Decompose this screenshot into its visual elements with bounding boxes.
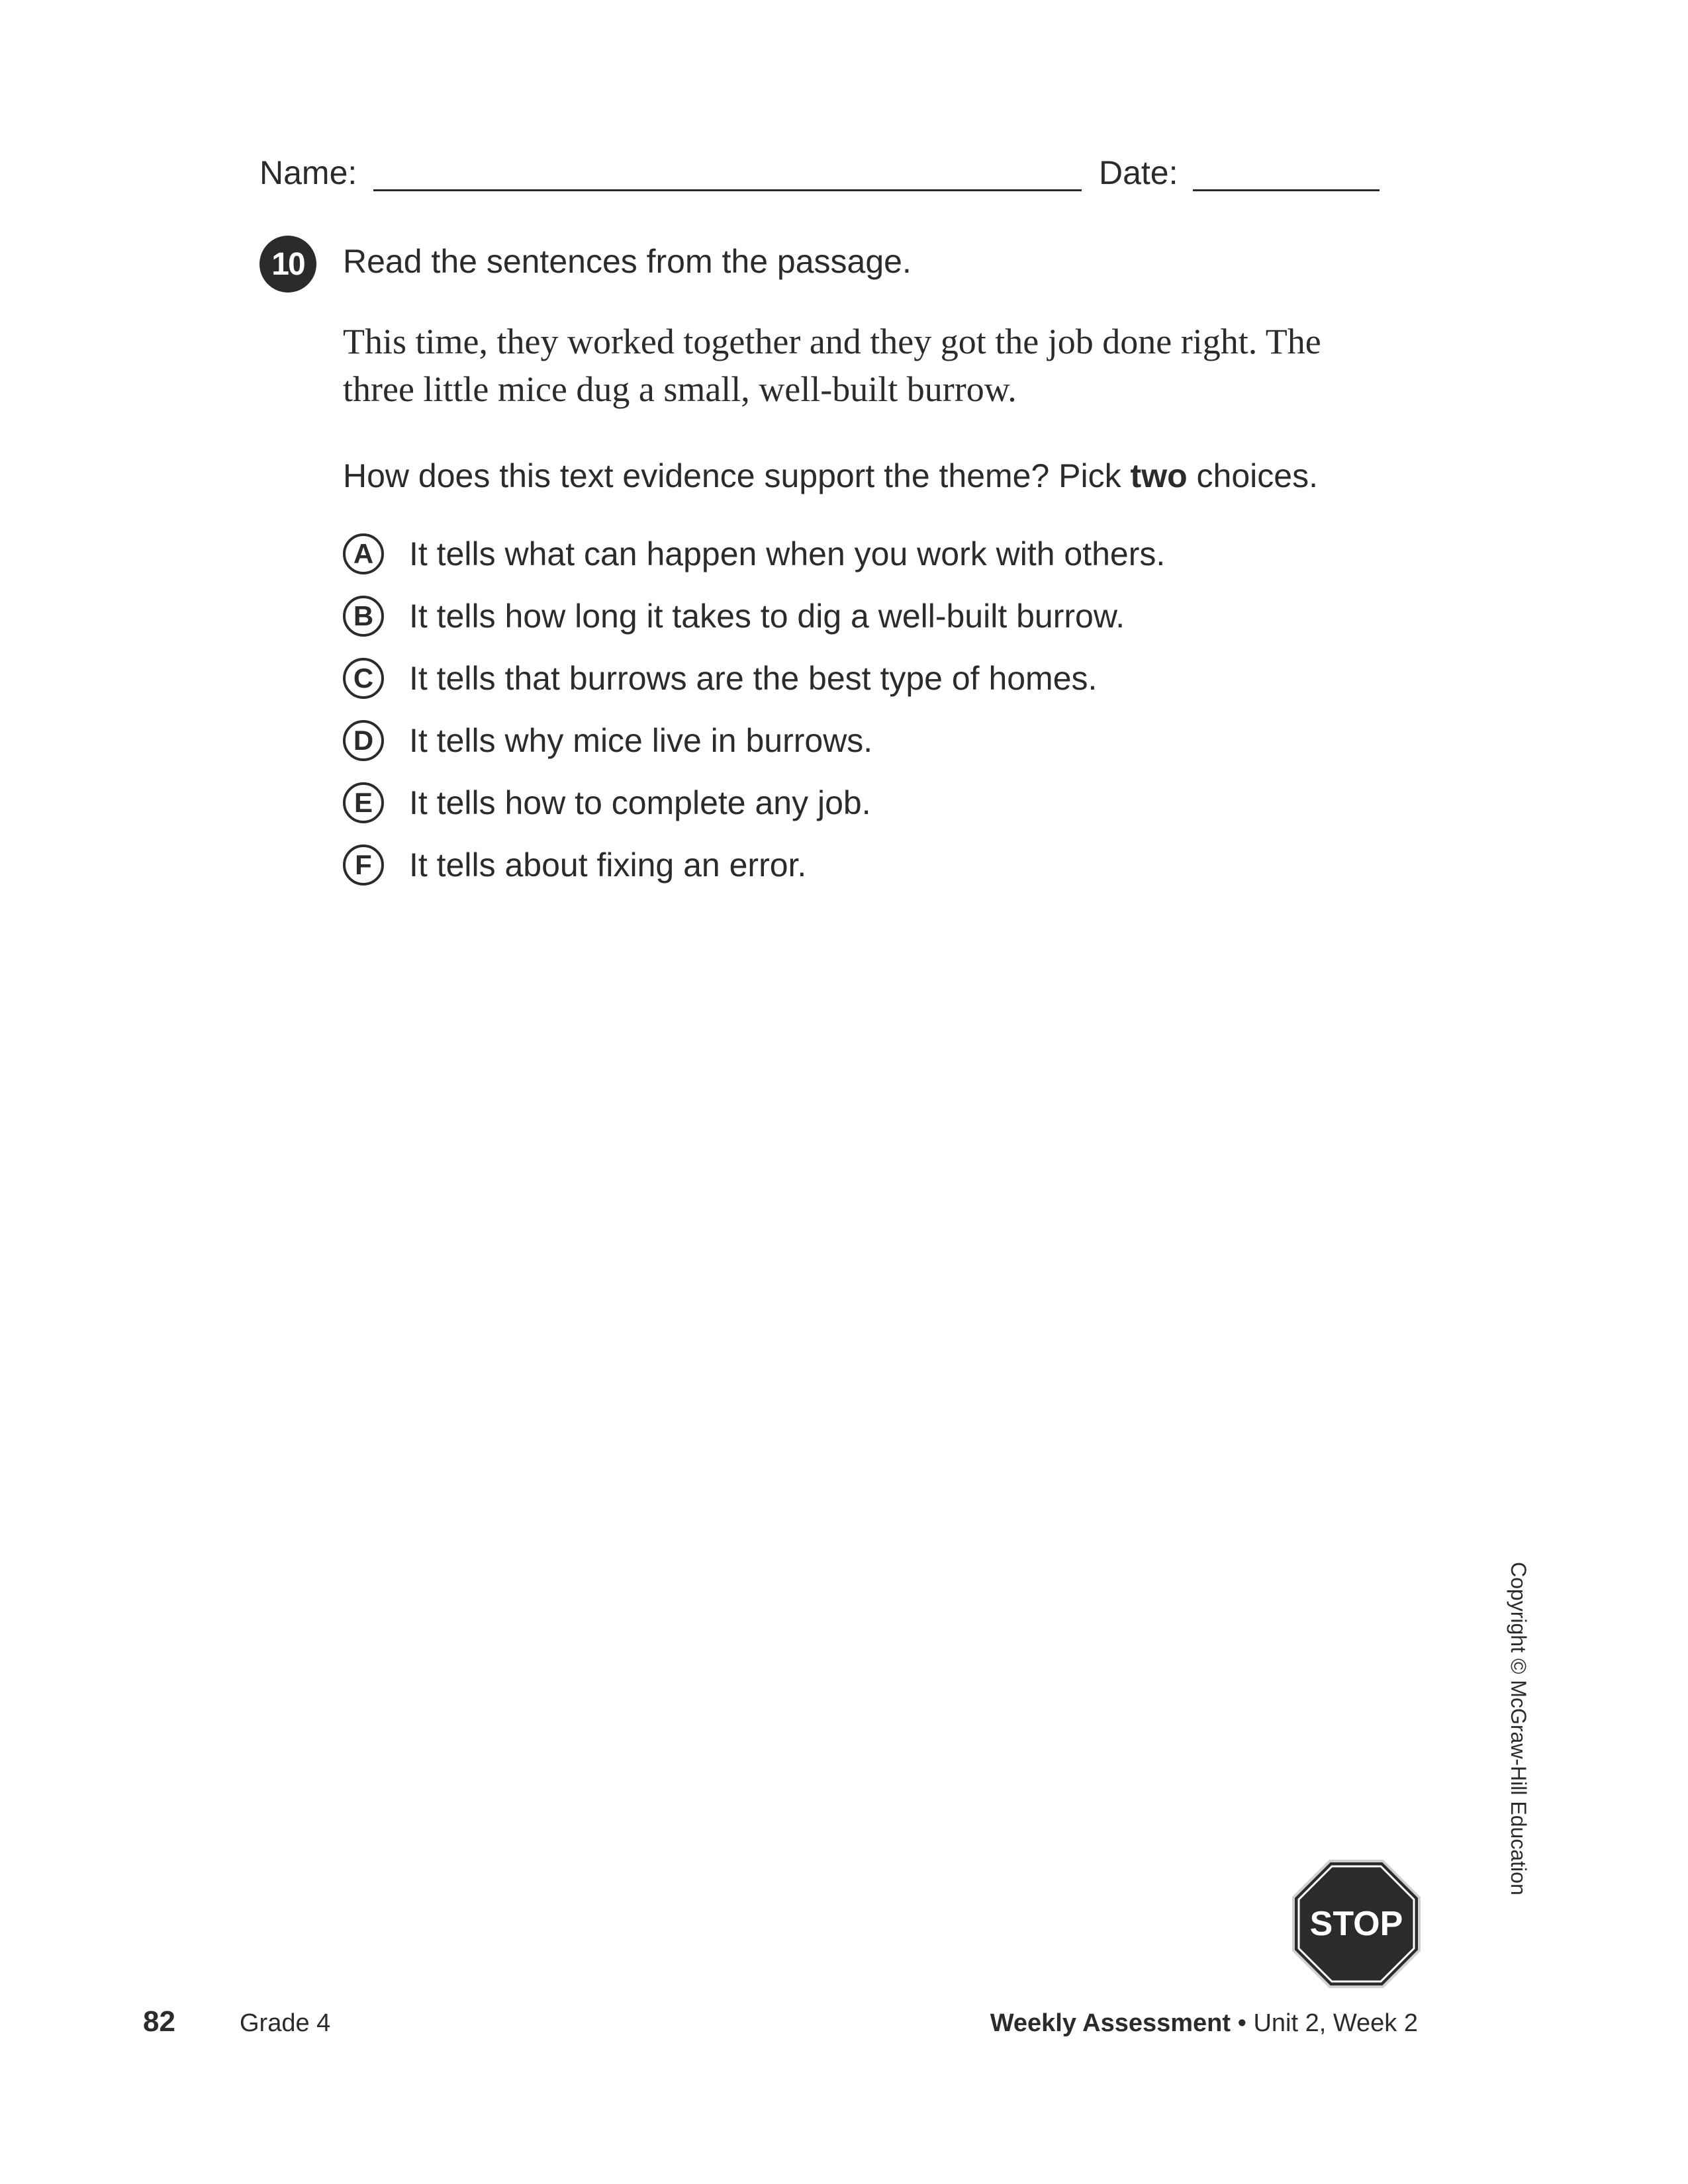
header (259, 147, 1385, 200)
choice-bubble-e[interactable]: E (343, 782, 384, 823)
choice-f[interactable] (343, 834, 1534, 896)
choice-text-a: It tells what can happen when you work with others. (409, 535, 1166, 572)
page-number: 82 (143, 2005, 175, 2038)
series-title: Weekly Assessment (990, 2009, 1231, 2037)
series-unit-week: • Unit 2, Week 2 (1231, 2009, 1418, 2037)
choice-e[interactable] (343, 772, 1534, 834)
choice-bubble-d[interactable]: D (343, 720, 384, 761)
choice-text-f: It tells about fixing an error. (409, 846, 807, 884)
choice-a[interactable] (343, 523, 1534, 585)
date-label: Date: (1099, 154, 1178, 191)
choice-b[interactable] (343, 585, 1534, 647)
answer-choices (343, 523, 1534, 896)
series-label (978, 2009, 1418, 2038)
copyright-text: Copyright © McGraw-Hill Education (1507, 1562, 1530, 1895)
name-label: Name: (259, 154, 357, 191)
choice-bubble-f[interactable]: F (343, 844, 384, 886)
choice-text-c: It tells that burrows are the best type of homes. (409, 660, 1098, 697)
passage-excerpt (343, 318, 1468, 413)
instruction-emphasis: two (1130, 457, 1188, 494)
choice-bubble-a[interactable]: A (343, 533, 384, 574)
question-instruction (343, 457, 1318, 495)
choice-bubble-c[interactable]: C (343, 658, 384, 699)
instruction-text-post: choices. (1196, 457, 1318, 494)
date-field[interactable] (1193, 189, 1380, 191)
grade-label: Grade 4 (240, 2009, 331, 2037)
choice-text-e: It tells how to complete any job. (409, 784, 871, 821)
instruction-text-pre: How does this text evidence support the theme? Pick (343, 457, 1121, 494)
question-number-badge: 10 (259, 236, 316, 293)
choice-text-d: It tells why mice live in burrows. (409, 722, 873, 759)
copyright-notice (1501, 1562, 1541, 1919)
question-prompt: Read the sentences from the passage. (343, 243, 912, 280)
choice-c[interactable] (343, 647, 1534, 709)
stop-sign-label: STOP (1309, 1905, 1403, 1943)
choice-bubble-b[interactable]: B (343, 596, 384, 637)
choice-text-b: It tells how long it takes to dig a well-built burrow. (409, 598, 1125, 635)
excerpt-line-2: three little mice dug a small, well-built burrow. (343, 369, 1017, 409)
choice-d[interactable] (343, 709, 1534, 772)
name-field[interactable] (373, 189, 1082, 191)
excerpt-line-1: This time, they worked together and they got the job done right. The (343, 322, 1321, 361)
